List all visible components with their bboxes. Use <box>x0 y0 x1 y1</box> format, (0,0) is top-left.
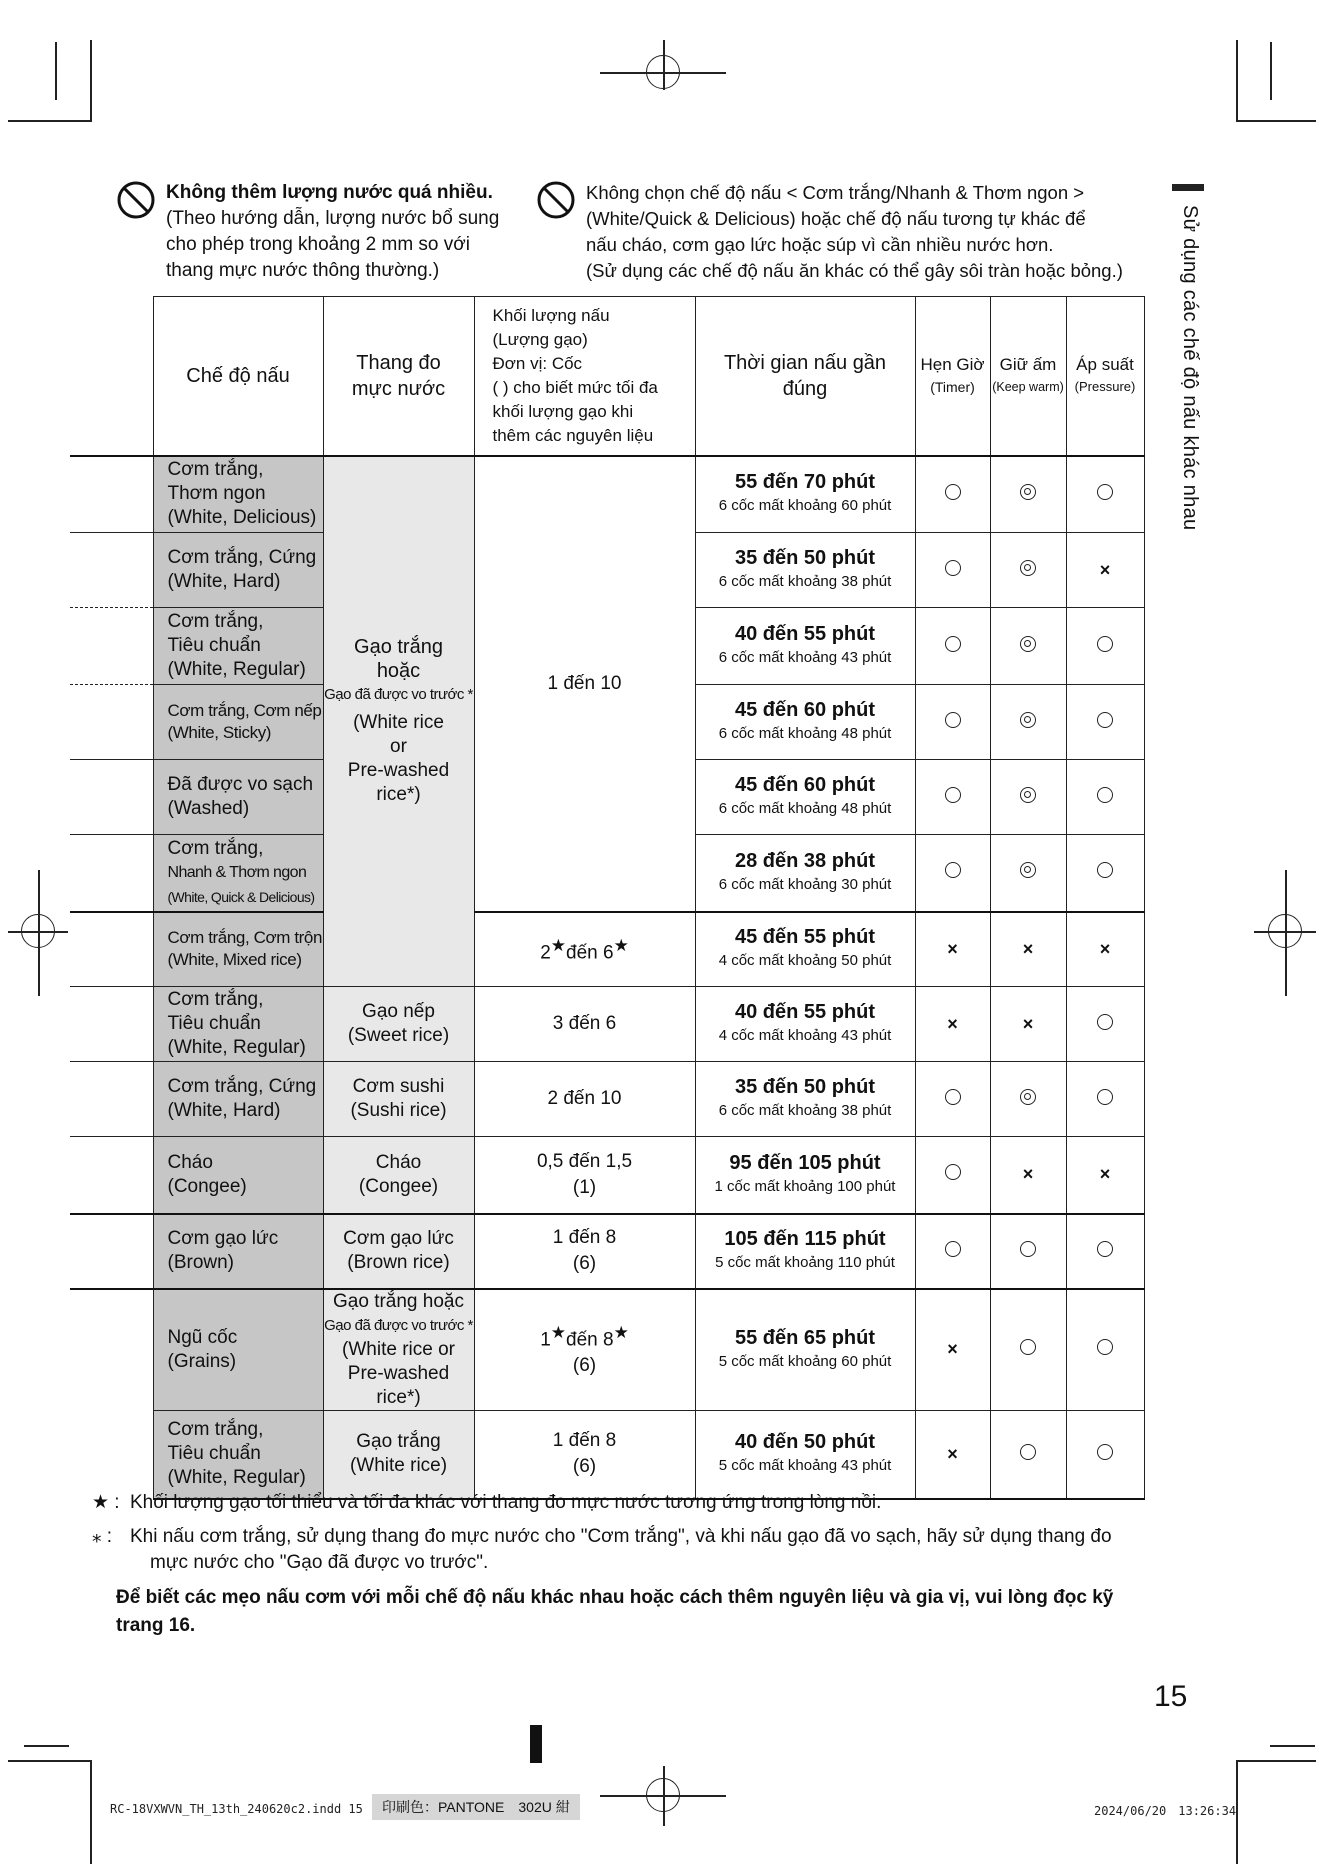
keep-warm-cell <box>990 987 1066 1062</box>
cross-icon: × <box>1022 938 1034 959</box>
star-icon: ★ <box>550 1322 567 1342</box>
blank-cell <box>70 1410 153 1499</box>
footer-filename: RC-18VXWVN_TH_13th_240620c2.indd 15 <box>110 1802 363 1816</box>
crop-mark <box>38 870 40 996</box>
double-circle-icon <box>1020 1089 1036 1105</box>
time-cell: 105 đến 115 phút 5 cốc mất khoảng 110 phút <box>695 1214 915 1289</box>
cross-icon: × <box>1022 1164 1034 1185</box>
blank-cell <box>70 987 153 1062</box>
circle-icon <box>1097 1014 1113 1030</box>
prohibition-icon <box>536 180 576 220</box>
crop-mark <box>1236 120 1316 122</box>
circle-icon <box>1097 484 1113 500</box>
circle-icon <box>1020 1339 1036 1355</box>
pressure-cell <box>1066 760 1144 835</box>
mass-cell: 1 đến 8 (6) <box>474 1214 695 1289</box>
blank-cell <box>70 533 153 608</box>
scale-cell: Cơm gạo lức (Brown rice) <box>323 1214 474 1289</box>
crop-mark <box>663 40 665 90</box>
timer-cell <box>915 1214 990 1289</box>
crop-mark <box>1270 42 1272 100</box>
page-marker <box>530 1725 542 1763</box>
header-mass: Khối lượng nấu (Lượng gạo) Đơn vị: Cốc ( ) cho biết mức tối đa khối lượng gạo khi thêm các nguyên liệu <box>474 297 695 456</box>
keep-warm-cell <box>990 685 1066 760</box>
mode-cell: Ngũ cốc (Grains) <box>153 1289 323 1411</box>
mode-cell: Cơm trắng, Nhanh & Thơm ngon (White, Quick & Delicious) <box>153 835 323 912</box>
mode-cell: Cơm trắng, Tiêu chuẩn (White, Regular) <box>153 987 323 1062</box>
double-circle-icon <box>1020 787 1036 803</box>
pressure-cell <box>1066 1137 1144 1214</box>
time-cell: 55 đến 65 phút 5 cốc mất khoảng 60 phút <box>695 1289 915 1411</box>
keep-warm-cell <box>990 1062 1066 1137</box>
timer-cell <box>915 760 990 835</box>
keep-warm-cell <box>990 1410 1066 1499</box>
mode-cell: Đã được vo sạch (Washed) <box>153 760 323 835</box>
mode-cell: Cơm trắng, Thơm ngon (White, Delicious) <box>153 456 323 533</box>
tips-reference-note: Để biết các mẹo nấu cơm với mỗi chế độ nấu khác nhau hoặc cách thêm nguyên liệu và gia vị, vui lòng đọc kỹ trang 16. <box>116 1587 1114 1636</box>
blank-cell <box>70 912 153 987</box>
scale-cell: Gạo trắng (White rice) <box>323 1410 474 1499</box>
circle-icon <box>1097 1339 1113 1355</box>
blank-cell <box>70 685 153 760</box>
star-note <box>92 1490 882 1516</box>
header-keep-warm: Giữ ấm (Keep warm) <box>990 297 1066 456</box>
circle-icon <box>1097 636 1113 652</box>
page-number: 15 <box>1154 1680 1188 1713</box>
blank-cell <box>70 608 153 685</box>
crop-mark <box>8 120 90 122</box>
circle-icon <box>1097 1241 1113 1257</box>
timer-cell <box>915 456 990 533</box>
asterisk-note-line: Khi nấu cơm trắng, sử dụng thang đo mực nước cho "Cơm trắng", và khi nấu gạo đã vo sạch, hãy sử dụng thang đo <box>130 1526 1112 1547</box>
time-cell: 35 đến 50 phút 6 cốc mất khoảng 38 phút <box>695 533 915 608</box>
crop-mark <box>55 42 57 100</box>
pressure-cell <box>1066 1410 1144 1499</box>
timer-cell <box>915 1062 990 1137</box>
timer-cell <box>915 608 990 685</box>
crop-mark <box>90 40 92 122</box>
asterisk-note <box>92 1524 1156 1576</box>
circle-icon <box>945 484 961 500</box>
circle-icon <box>1097 1089 1113 1105</box>
warning-line: (Theo hướng dẫn, lượng nước bổ sung <box>166 208 500 229</box>
scale-cell: Gạo trắng hoặc Gạo đã được vo trước * (White rice or Pre-washed rice*) <box>323 1289 474 1411</box>
mode-cell: Cơm trắng, Cơm trộn (White, Mixed rice) <box>153 912 323 987</box>
blank-cell <box>70 1289 153 1411</box>
circle-icon <box>945 1164 961 1180</box>
cross-icon: × <box>1099 1164 1111 1185</box>
scale-cell: Gạo nếp (Sweet rice) <box>323 987 474 1062</box>
footer-print-color: 印刷色：PANTONE 302U 紺 <box>372 1794 580 1820</box>
pressure-cell <box>1066 912 1144 987</box>
keep-warm-cell <box>990 1214 1066 1289</box>
footer-date: 2024/06/20 13:26:34 <box>1094 1804 1237 1818</box>
time-cell: 55 đến 70 phút 6 cốc mất khoảng 60 phút <box>695 456 915 533</box>
keep-warm-cell <box>990 835 1066 912</box>
circle-icon <box>1097 1444 1113 1460</box>
mass-cell: 1 đến 10 <box>474 456 695 912</box>
mass-cell: 0,5 đến 1,5 (1) <box>474 1137 695 1214</box>
keep-warm-cell <box>990 912 1066 987</box>
crop-mark <box>90 1760 92 1864</box>
time-cell: 45 đến 60 phút 6 cốc mất khoảng 48 phút <box>695 685 915 760</box>
cross-icon: × <box>947 1339 958 1359</box>
time-cell: 28 đến 38 phút 6 cốc mất khoảng 30 phút <box>695 835 915 912</box>
blank-cell <box>70 1214 153 1289</box>
pressure-cell <box>1066 987 1144 1062</box>
blank-cell <box>70 760 153 835</box>
warning-water-amount <box>116 180 526 284</box>
mass-cell: 2★đến 6★ <box>474 912 695 987</box>
mass-cell: 1 đến 8 (6) <box>474 1410 695 1499</box>
pressure-cell <box>1066 685 1144 760</box>
star-icon: ★ <box>613 935 629 955</box>
timer-cell <box>915 835 990 912</box>
mass-cell: 3 đến 6 <box>474 987 695 1062</box>
scale-cell: Cơm sushi (Sushi rice) <box>323 1062 474 1137</box>
cross-icon: × <box>1022 1013 1034 1034</box>
scale-cell: Cháo (Congee) <box>323 1137 474 1214</box>
warning-title: Không thêm lượng nước quá nhiều. <box>166 182 493 203</box>
asterisk-icon: ⁎ : <box>92 1526 113 1547</box>
timer-cell <box>915 987 990 1062</box>
keep-warm-cell <box>990 1137 1066 1214</box>
blank-cell <box>70 835 153 912</box>
cross-icon: × <box>947 1443 958 1464</box>
circle-icon <box>1020 1444 1036 1460</box>
header-mode: Chế độ nấu <box>153 297 323 456</box>
crop-mark <box>1270 1745 1315 1747</box>
double-circle-icon <box>1020 484 1036 500</box>
crop-mark <box>1236 1760 1316 1762</box>
side-section-title: Sử dụng các chế độ nấu khác nhau <box>1179 205 1201 531</box>
pressure-cell <box>1066 533 1144 608</box>
circle-icon <box>1097 862 1113 878</box>
scale-cell: Gạo trắng hoặc Gạo đã được vo trước * (White rice or Pre-washed rice*) <box>323 456 474 987</box>
double-circle-icon <box>1020 862 1036 878</box>
circle-icon <box>945 1241 961 1257</box>
timer-cell <box>915 1137 990 1214</box>
side-tab-marker <box>1172 184 1204 191</box>
cross-icon: × <box>1099 938 1111 959</box>
time-cell: 40 đến 55 phút 6 cốc mất khoảng 43 phút <box>695 608 915 685</box>
mode-cell: Cơm trắng, Cứng (White, Hard) <box>153 533 323 608</box>
circle-icon <box>945 636 961 652</box>
crop-mark <box>1285 870 1287 996</box>
warning-line: (Sử dụng các chế độ nấu ăn khác có thể gây sôi tràn hoặc bỏng.) <box>586 260 1123 281</box>
double-circle-icon <box>1020 560 1036 576</box>
keep-warm-cell <box>990 1289 1066 1411</box>
mass-cell: 2 đến 10 <box>474 1062 695 1137</box>
warning-line: (White/Quick & Delicious) hoặc chế độ nấu tương tự khác để <box>586 208 1086 229</box>
cross-icon: × <box>947 1013 958 1034</box>
cross-icon: × <box>1099 559 1111 580</box>
warning-line: Không chọn chế độ nấu < Cơm trắng/Nhanh & Thơm ngon > <box>586 182 1085 203</box>
mode-cell: Cơm gạo lức (Brown) <box>153 1214 323 1289</box>
mode-cell: Cơm trắng, Tiêu chuẩn (White, Regular) <box>153 608 323 685</box>
blank-cell <box>70 456 153 533</box>
circle-icon <box>945 560 961 576</box>
time-cell: 40 đến 55 phút 4 cốc mất khoảng 43 phút <box>695 987 915 1062</box>
time-cell: 95 đến 105 phút 1 cốc mất khoảng 100 phút <box>695 1137 915 1214</box>
asterisk-note-line: mực nước cho "Gạo đã được vo trước". <box>150 1552 489 1573</box>
mode-cell: Cơm trắng, Cơm nếp (White, Sticky) <box>153 685 323 760</box>
warning-line: nấu cháo, cơm gạo lức hoặc súp vì cần nhiều nước hơn. <box>586 234 1054 255</box>
star-icon: ★ : <box>92 1492 120 1513</box>
mode-cell: Cơm trắng, Cứng (White, Hard) <box>153 1062 323 1137</box>
double-circle-icon <box>1020 636 1036 652</box>
crop-mark <box>8 1760 90 1762</box>
cooking-mode-table <box>70 296 1145 1500</box>
timer-cell <box>915 685 990 760</box>
circle-icon <box>945 787 961 803</box>
star-icon: ★ <box>550 935 567 955</box>
mass-cell: 1★đến 8★ (6) <box>474 1289 695 1411</box>
header-scale: Thang đo mực nước <box>323 297 474 456</box>
circle-icon <box>945 712 961 728</box>
timer-cell <box>915 912 990 987</box>
crop-mark <box>24 1745 69 1747</box>
pressure-cell <box>1066 1214 1144 1289</box>
blank-cell <box>70 1137 153 1214</box>
blank-cell <box>70 1062 153 1137</box>
time-cell: 35 đến 50 phút 6 cốc mất khoảng 38 phút <box>695 1062 915 1137</box>
crop-mark <box>663 1766 665 1826</box>
crop-mark <box>1236 40 1238 122</box>
pressure-cell <box>1066 835 1144 912</box>
circle-icon <box>1020 1241 1036 1257</box>
mode-cell: Cháo (Congee) <box>153 1137 323 1214</box>
double-circle-icon <box>1020 712 1036 728</box>
circle-icon <box>1097 712 1113 728</box>
header-time: Thời gian nấu gần đúng <box>695 297 915 456</box>
header-pressure: Áp suất (Pressure) <box>1066 297 1144 456</box>
star-note-text: Khối lượng gạo tối thiểu và tối đa khác với thang đo mực nước tương ứng trong lòng nồi. <box>130 1492 882 1513</box>
keep-warm-cell <box>990 456 1066 533</box>
timer-cell <box>915 533 990 608</box>
keep-warm-cell <box>990 608 1066 685</box>
prohibition-icon <box>116 180 156 220</box>
mode-cell: Cơm trắng, Tiêu chuẩn (White, Regular) <box>153 1410 323 1499</box>
time-cell: 40 đến 50 phút 5 cốc mất khoảng 43 phút <box>695 1410 915 1499</box>
circle-icon <box>945 1089 961 1105</box>
pressure-cell <box>1066 1289 1144 1411</box>
warning-line: thang mực nước thông thường.) <box>166 260 440 281</box>
keep-warm-cell <box>990 533 1066 608</box>
pressure-cell <box>1066 456 1144 533</box>
timer-cell <box>915 1410 990 1499</box>
warning-line: cho phép trong khoảng 2 mm so với <box>166 234 470 255</box>
pressure-cell <box>1066 608 1144 685</box>
circle-icon <box>1097 787 1113 803</box>
keep-warm-cell <box>990 760 1066 835</box>
star-icon: ★ <box>613 1322 629 1342</box>
circle-icon <box>945 862 961 878</box>
warning-cooking-mode <box>536 180 1148 284</box>
crop-mark <box>1236 1760 1238 1864</box>
time-cell: 45 đến 60 phút 6 cốc mất khoảng 48 phút <box>695 760 915 835</box>
pressure-cell <box>1066 1062 1144 1137</box>
cross-icon: × <box>947 938 958 959</box>
time-cell: 45 đến 55 phút 4 cốc mất khoảng 50 phút <box>695 912 915 987</box>
timer-cell <box>915 1289 990 1411</box>
header-timer: Hẹn Giờ (Timer) <box>915 297 990 456</box>
blank-cell <box>70 297 153 456</box>
